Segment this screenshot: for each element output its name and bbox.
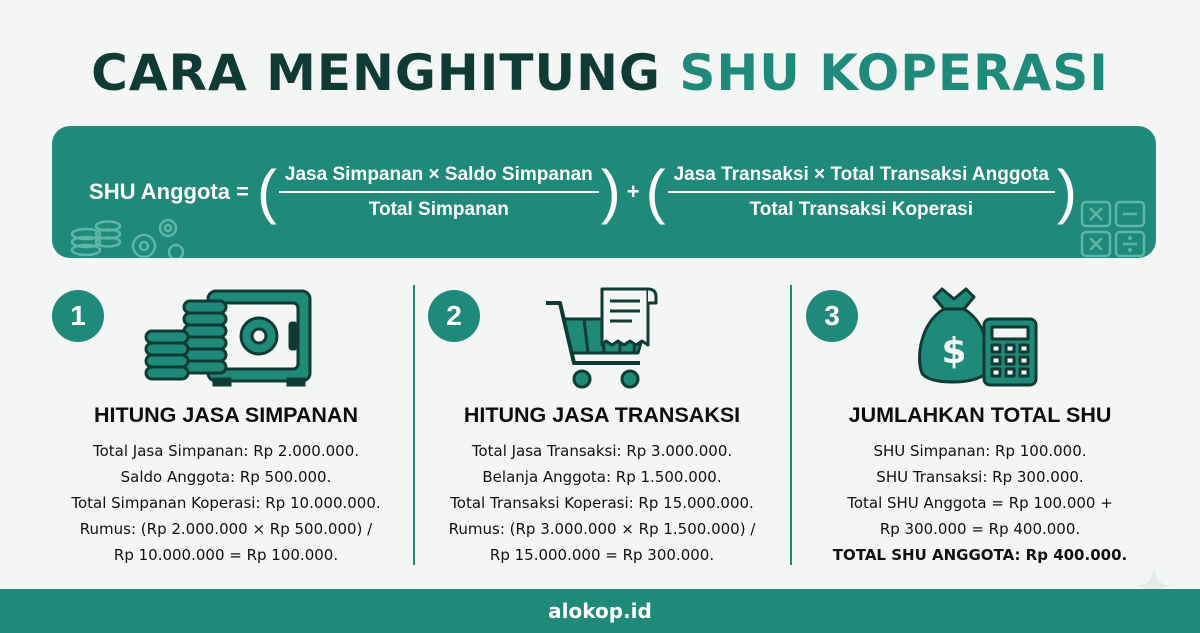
- formula-fraction-2: [668, 164, 1055, 221]
- footer-bar: [0, 589, 1200, 633]
- step-1-line: Total Jasa Simpanan: Rp 2.000.000.: [92, 442, 360, 460]
- step-3-badge: 3: [806, 290, 858, 342]
- title-part-1: CARA MENGHITUNG: [91, 44, 661, 102]
- step-2-line: Belanja Anggota: Rp 1.500.000.: [482, 468, 722, 486]
- math-operators-icon: [1080, 200, 1150, 258]
- step-1-line: Rp 10.000.000 = Rp 100.000.: [113, 546, 339, 564]
- step-3-card: [794, 283, 1166, 573]
- money-bag-calculator-icon: [916, 283, 1038, 389]
- fraction-2-numerator: Jasa Transaksi × Total Transaksi Anggota: [668, 164, 1055, 193]
- title-part-2: SHU KOPERASI: [679, 44, 1109, 102]
- step-2-heading: HITUNG JASA TRANSAKSI: [463, 403, 741, 427]
- open-paren: (: [256, 158, 277, 225]
- step-3-line: SHU Simpanan: Rp 100.000.: [873, 442, 1087, 460]
- step-1-heading: HITUNG JASA SIMPANAN: [94, 403, 358, 427]
- step-1-badge: 1: [52, 290, 104, 342]
- fraction-2-denominator: Total Transaksi Koperasi: [749, 198, 974, 220]
- step-2-line: Rumus: (Rp 3.000.000 × Rp 1.500.000) /: [448, 520, 756, 538]
- plus-operator: +: [626, 179, 640, 204]
- formula-fraction-1: [279, 164, 599, 221]
- step-3-total: TOTAL SHU ANGGOTA: Rp 400.000.: [832, 546, 1128, 564]
- step-3-line: Rp 300.000 = Rp 400.000.: [879, 520, 1081, 538]
- svg-text:$: $: [941, 331, 967, 372]
- step-2-line: Rp 15.000.000 = Rp 300.000.: [489, 546, 715, 564]
- open-paren: (: [645, 158, 666, 225]
- step-1-line: Saldo Anggota: Rp 500.000.: [120, 468, 332, 486]
- step-1-details: [40, 438, 412, 568]
- formula-lhs: SHU Anggota =: [89, 179, 249, 204]
- step-2-line: Total Transaksi Koperasi: Rp 15.000.000.: [450, 494, 754, 512]
- step-3-heading: JUMLAHKAN TOTAL SHU: [848, 403, 1112, 427]
- shu-formula: [52, 126, 1156, 258]
- step-2-card: [416, 283, 788, 573]
- step-1-line: Total Simpanan Koperasi: Rp 10.000.000.: [71, 494, 381, 512]
- step-3-line: Total SHU Anggota = Rp 100.000 +: [847, 494, 1113, 512]
- safe-with-coins-icon: [144, 283, 314, 387]
- divider: [413, 285, 415, 565]
- footer-brand: alokop.id: [548, 599, 652, 623]
- step-3-line: SHU Transaksi: Rp 300.000.: [876, 468, 1084, 486]
- page-title: [0, 38, 1200, 108]
- close-paren: ): [600, 158, 621, 225]
- step-3-details: [794, 438, 1166, 568]
- step-2-details: [416, 438, 788, 568]
- shopping-cart-receipt-icon: [544, 283, 664, 391]
- step-2-line: Total Jasa Transaksi: Rp 3.000.000.: [471, 442, 733, 460]
- close-paren: ): [1056, 158, 1077, 225]
- fraction-1-numerator: Jasa Simpanan × Saldo Simpanan: [279, 164, 599, 193]
- fraction-1-denominator: Total Simpanan: [368, 198, 509, 220]
- step-1-line: Rumus: (Rp 2.000.000 × Rp 500.000) /: [79, 520, 373, 538]
- divider: [790, 285, 792, 565]
- formula-banner: [52, 126, 1156, 258]
- step-2-badge: 2: [428, 290, 480, 342]
- step-1-card: [40, 283, 412, 573]
